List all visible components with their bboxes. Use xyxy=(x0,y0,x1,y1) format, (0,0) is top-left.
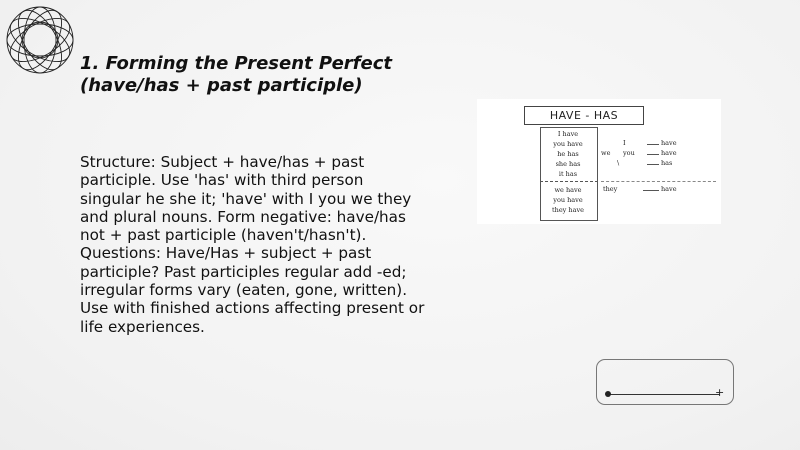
mid-left-word: \ xyxy=(617,159,620,167)
left-col-item: it has xyxy=(558,170,578,178)
left-col-item: she has xyxy=(555,160,581,168)
have-has-diagram xyxy=(477,99,721,224)
arrow xyxy=(647,144,659,145)
mid-left-word: we xyxy=(601,149,611,157)
diagram-title: HAVE - HAS xyxy=(524,106,644,125)
left-col-item: he has xyxy=(557,150,579,158)
right-col-item: have xyxy=(661,149,677,157)
timeline-handle[interactable] xyxy=(605,391,611,397)
mid-pronoun: you xyxy=(623,149,635,157)
media-timeline-control[interactable] xyxy=(596,359,734,405)
left-col-item: they have xyxy=(552,206,584,214)
title-line-2: (have/has + past participle) xyxy=(80,75,363,96)
slide-title xyxy=(80,53,420,97)
title-line-1: 1. Forming the Present Perfect xyxy=(80,53,392,74)
right-col-item: have xyxy=(661,139,677,147)
arrow xyxy=(643,190,659,191)
arrow xyxy=(647,164,659,165)
arrow xyxy=(647,154,659,155)
mid-pronoun: I xyxy=(623,139,626,147)
right-col-item: have xyxy=(661,185,677,193)
right-col-item: has xyxy=(661,159,673,167)
left-col-item: I have xyxy=(557,130,579,138)
mid-bottom-word: they xyxy=(603,185,618,193)
slide-body-text: Structure: Subject + have/has + past participle. Use 'has' with third person singular he she it; 'have' with I you we they and plural nouns. Form negative: have/has not + past participle (haven't/hasn't). Questions: Have/Has + subject + past participle? Past participles regular add -ed; irregular forms vary (eaten, gone, written). Use with finished actions affecting present or life experiences. xyxy=(80,153,425,336)
diagram-divider xyxy=(601,181,716,182)
diagram-divider xyxy=(540,181,598,182)
left-col-item: you have xyxy=(553,140,583,148)
left-col-item: you have xyxy=(553,196,583,204)
left-col-item: we have xyxy=(554,186,582,194)
plus-icon[interactable]: + xyxy=(715,386,725,399)
spirograph-logo-icon xyxy=(4,4,76,76)
timeline-track[interactable] xyxy=(608,394,720,395)
